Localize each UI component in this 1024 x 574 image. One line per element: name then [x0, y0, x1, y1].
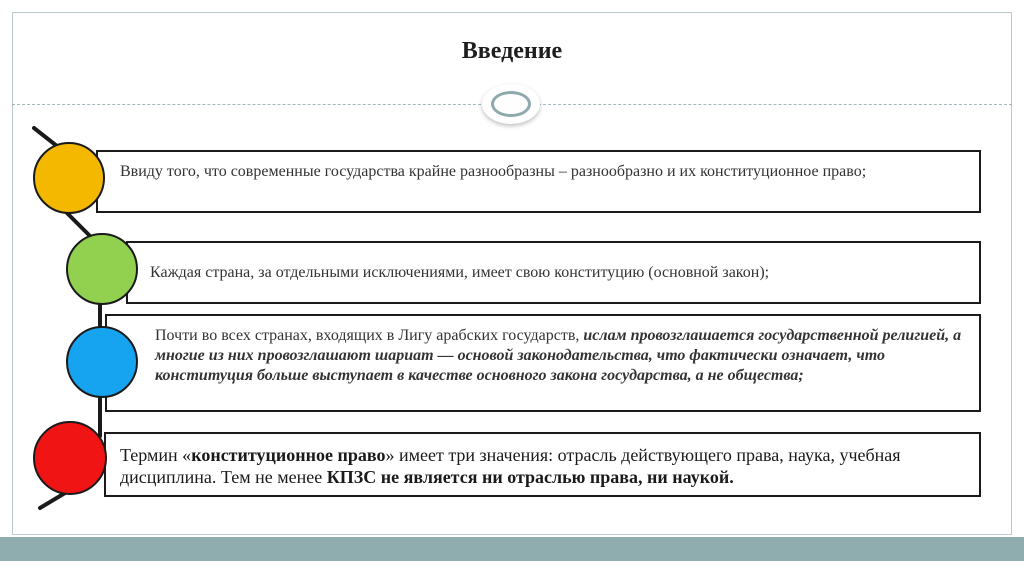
item-text-emphasis: ислам провозглашается государственной религией, а многие из них провозглашают шариат — основой законодательства, что фактически означает, что конституция больше выступает в качестве основного закона государства, а не общества;	[155, 327, 962, 384]
blue-circle-icon	[66, 326, 138, 398]
item-text-part: » имеет три значения: отрасль действующего права, наука, учебная дисциплина. Тем не менее	[120, 445, 901, 487]
list-item	[104, 432, 981, 497]
green-circle-icon	[66, 233, 138, 305]
list-item	[96, 150, 981, 213]
item-text: Каждая страна, за отдельными исключениями, имеет свою конституцию (основной закон);	[150, 264, 770, 281]
item-text: Ввиду того, что современные государства крайне разнообразны – разнообразно и их конституционное право;	[120, 163, 867, 180]
red-circle-icon	[33, 421, 107, 495]
item-text-bold: конституционное право	[191, 445, 386, 465]
slide-title: Введение	[461, 38, 563, 64]
item-text-plain: Почти во всех странах, входящих в Лигу арабских государств,	[155, 327, 584, 344]
footer-bar	[0, 537, 1024, 561]
item-text-part: Термин «	[120, 445, 192, 465]
yellow-circle-icon	[33, 142, 105, 214]
list-item	[105, 314, 981, 412]
ring-ornament-icon	[482, 84, 540, 124]
item-text-bold: КПЗС не является ни отраслью права, ни наукой.	[326, 467, 734, 487]
list-item	[126, 241, 981, 304]
